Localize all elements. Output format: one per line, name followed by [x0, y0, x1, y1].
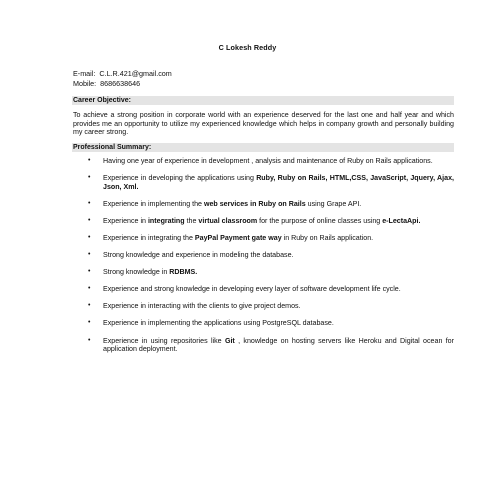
- summary-item-text: using Grape API.: [305, 199, 362, 208]
- summary-item-text: Having one year of experience in development , analysis and maintenance of Ruby on Rails applications.: [103, 157, 433, 165]
- bullet-icon: •: [88, 233, 91, 241]
- summary-item: [86, 234, 454, 243]
- summary-item-bold-text: Git: [224, 336, 235, 345]
- bullet-icon: •: [88, 199, 91, 207]
- summary-item-text: Experience in implementing the: [103, 199, 204, 208]
- professional-summary-list: [86, 157, 454, 362]
- summary-item: [86, 174, 454, 191]
- summary-item: [86, 302, 454, 311]
- summary-item-text: Experience and strong knowledge in developing every layer of software development life cycle.: [103, 285, 401, 294]
- email-value: C.L.R.421@gmail.com: [99, 69, 172, 78]
- summary-item-bold-text: RDBMS.: [169, 268, 198, 277]
- mobile-row: [73, 79, 172, 89]
- bullet-icon: •: [88, 174, 91, 182]
- email-row: [73, 69, 172, 79]
- summary-item-bold-text: PayPal Payment gate way: [194, 233, 282, 242]
- summary-item-text: Experience in: [103, 216, 148, 225]
- summary-item-text: Experience in integrating the: [103, 233, 195, 242]
- bullet-icon: •: [88, 157, 91, 164]
- summary-item: [86, 268, 454, 277]
- summary-item-text: the: [184, 216, 199, 225]
- summary-item: [86, 157, 454, 166]
- summary-item: [86, 337, 454, 354]
- summary-item-bold-text: Ruby, Ruby on Rails, HTML,CSS, JavaScript, Jquery, Ajax, Json, Xml.: [103, 174, 455, 191]
- summary-item-text: in Ruby on Rails application.: [281, 233, 374, 242]
- summary-item: [86, 200, 454, 209]
- bullet-icon: •: [88, 319, 91, 327]
- mobile-value: 8686638646: [100, 78, 141, 88]
- summary-item-text: , knowledge on hosting servers like Heroku and Digital ocean for application deployment.: [103, 336, 454, 354]
- bullet-icon: •: [88, 302, 91, 310]
- summary-item-text: Strong knowledge in: [103, 268, 170, 277]
- summary-item-bold-text: integrating: [147, 216, 185, 225]
- summary-item-text: Experience in interacting with the clients to give project demos.: [103, 302, 301, 311]
- email-label: E-mail:: [73, 69, 96, 78]
- summary-item-bold-text: virtual classroom: [198, 216, 258, 225]
- summary-item-text: Experience in using repositories like: [103, 336, 225, 345]
- summary-item: [86, 285, 454, 294]
- summary-item-bold-text: e-LectaApi.: [382, 216, 421, 225]
- career-objective-text: To achieve a strong position in corporate world with an experience deserved for the last one and half year and which provides me an opportunity to utilize my experienced knowledge which helps in company growth and personally building my career strong.: [73, 111, 454, 137]
- summary-item-text: Strong knowledge and experience in modeling the database.: [103, 251, 294, 260]
- bullet-icon: •: [88, 285, 91, 293]
- summary-item-text: Experience in implementing the applications using PostgreSQL database.: [103, 319, 334, 328]
- summary-item-text: for the purpose of online classes using: [257, 216, 383, 225]
- bullet-icon: •: [88, 336, 91, 344]
- summary-item: [86, 319, 454, 328]
- summary-item: [86, 251, 454, 260]
- professional-summary-heading: Professional Summary:: [72, 143, 454, 152]
- summary-item-text: Experience in developing the applications using: [103, 174, 257, 183]
- bullet-icon: •: [88, 268, 91, 276]
- summary-item-bold-text: web services in Ruby on Rails: [203, 199, 306, 208]
- bullet-icon: •: [88, 216, 91, 224]
- bullet-icon: •: [88, 251, 91, 259]
- mobile-label: Mobile:: [73, 78, 97, 88]
- summary-item: [86, 217, 454, 226]
- resume-name: C Lokesh Reddy: [218, 43, 277, 52]
- career-objective-heading: Career Objective:: [72, 96, 454, 105]
- contact-block: [73, 69, 172, 88]
